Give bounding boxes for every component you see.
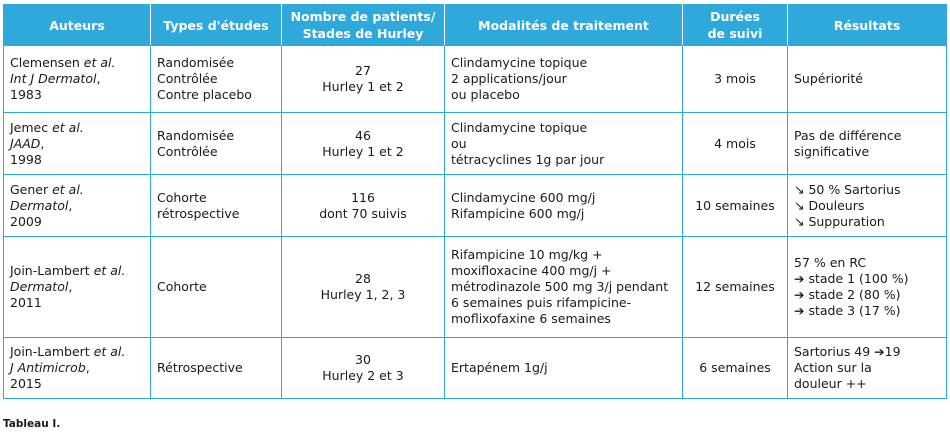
cell-type: Randomisée Contrôlée Contre placebo bbox=[151, 46, 282, 113]
cell-nombre: 116 dont 70 suivis bbox=[282, 175, 445, 237]
cell-resultats: Pas de différence significative bbox=[788, 113, 947, 175]
cell-duree: 6 semaines bbox=[683, 338, 788, 399]
cell-type: Cohorte rétrospective bbox=[151, 175, 282, 237]
cell-auteur: Clemensen et al. Int J Dermatol, 1983 bbox=[4, 46, 151, 113]
cell-type: Randomisée Contrôlée bbox=[151, 113, 282, 175]
cell-auteur: Jemec et al. JAAD, 1998 bbox=[4, 113, 151, 175]
table-row bbox=[4, 237, 947, 338]
header-nombre-line2: Stades de Hurley bbox=[302, 26, 424, 41]
header-nombre-line1: Nombre de patients/ bbox=[290, 9, 436, 24]
cell-duree: 10 semaines bbox=[683, 175, 788, 237]
cell-nombre: 28 Hurley 1, 2, 3 bbox=[282, 237, 445, 338]
cell-auteur: Join-Lambert et al. J Antimicrob, 2015 bbox=[4, 338, 151, 399]
table-header-row bbox=[4, 5, 947, 46]
cell-resultats: ↘ 50 % Sartorius ↘ Douleurs ↘ Suppuration bbox=[788, 175, 947, 237]
header-nombre bbox=[282, 5, 445, 46]
cell-duree: 3 mois bbox=[683, 46, 788, 113]
cell-nombre: 46 Hurley 1 et 2 bbox=[282, 113, 445, 175]
cell-modalites: Ertapénem 1g/j bbox=[445, 338, 683, 399]
header-types: Types d'études bbox=[151, 5, 282, 46]
cell-resultats: Supériorité bbox=[788, 46, 947, 113]
cell-duree: 4 mois bbox=[683, 113, 788, 175]
cell-type: Cohorte bbox=[151, 237, 282, 338]
cell-resultats: Sartorius 49 ➔19 Action sur la douleur ++ bbox=[788, 338, 947, 399]
study-table-container bbox=[3, 4, 946, 399]
cell-auteur: Join-Lambert et al. Dermatol, 2011 bbox=[4, 237, 151, 338]
header-auteurs: Auteurs bbox=[4, 5, 151, 46]
cell-auteur: Gener et al. Dermatol, 2009 bbox=[4, 175, 151, 237]
header-durees bbox=[683, 5, 788, 46]
study-table bbox=[3, 4, 947, 399]
table-row bbox=[4, 175, 947, 237]
cell-resultats: 57 % en RC ➔ stade 1 (100 %) ➔ stade 2 (80 %) ➔ stade 3 (17 %) bbox=[788, 237, 947, 338]
header-resultats: Résultats bbox=[788, 5, 947, 46]
cell-type: Rétrospective bbox=[151, 338, 282, 399]
cell-nombre: 27 Hurley 1 et 2 bbox=[282, 46, 445, 113]
table-row bbox=[4, 338, 947, 399]
cell-modalites: Clindamycine topique 2 applications/jour ou placebo bbox=[445, 46, 683, 113]
header-durees-line2: de suivi bbox=[707, 26, 763, 41]
cell-duree: 12 semaines bbox=[683, 237, 788, 338]
cell-nombre: 30 Hurley 2 et 3 bbox=[282, 338, 445, 399]
header-durees-line1: Durées bbox=[710, 9, 760, 24]
table-row bbox=[4, 113, 947, 175]
table-row bbox=[4, 46, 947, 113]
cell-modalites: Rifampicine 10 mg/kg + moxifloxacine 400 mg/j + métrodinazole 500 mg 3/j pendant 6 semaines puis rifampicine- moflixofaxine 6 semaines bbox=[445, 237, 683, 338]
table-caption: Tableau I. bbox=[3, 418, 61, 430]
cell-modalites: Clindamycine 600 mg/j Rifampicine 600 mg/j bbox=[445, 175, 683, 237]
cell-modalites: Clindamycine topique ou tétracyclines 1g par jour bbox=[445, 113, 683, 175]
header-modalites: Modalités de traitement bbox=[445, 5, 683, 46]
